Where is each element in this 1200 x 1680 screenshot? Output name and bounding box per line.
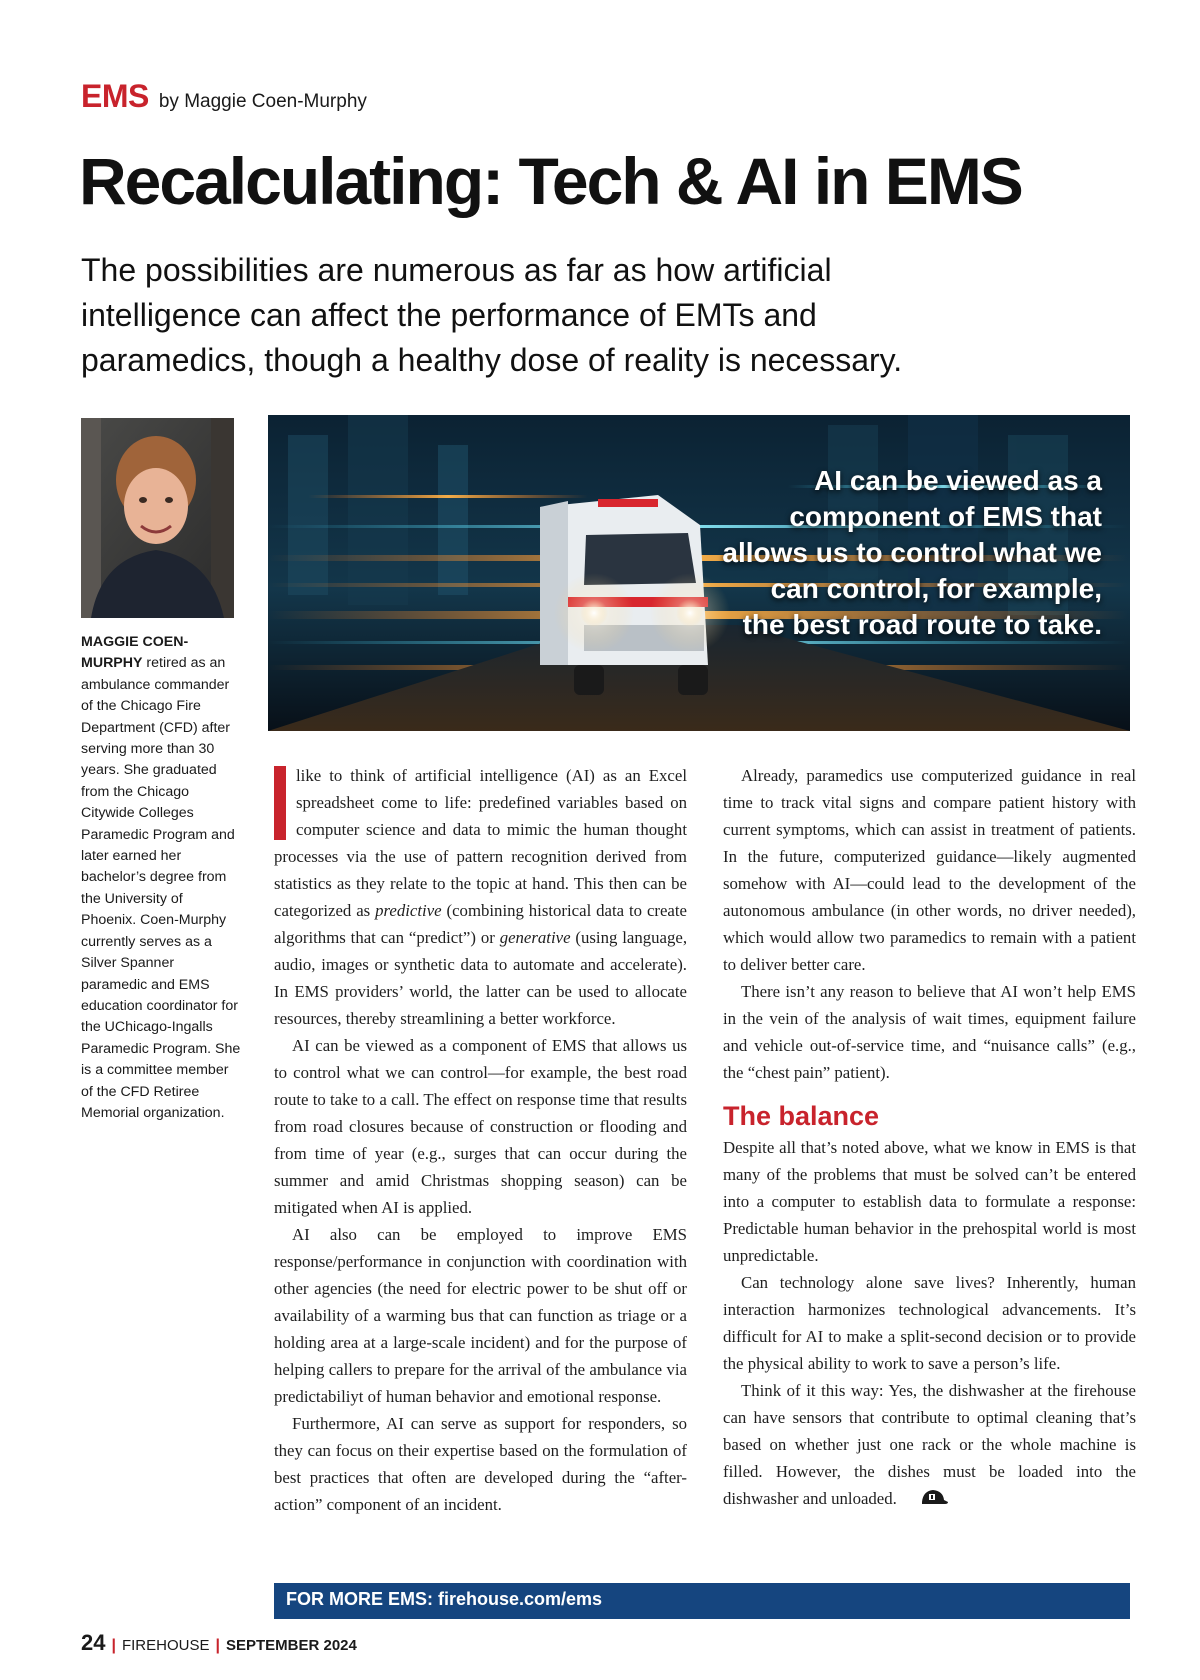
article-column-2 <box>723 762 1136 1514</box>
body-paragraph: AI can be viewed as a component of EMS that allows us to control what we can control—for example, the best road route to take to a call. The effect on response time that results from road closures because of construction or flooding and from time of year (e.g., surges that can occur during the summer and amid Christmas shopping season) can be mitigated when AI is applied. <box>274 1036 687 1217</box>
body-paragraph: Already, paramedics use computerized guidance in real time to track vital signs and compare patient history with current symptoms, which can assist in treatment of patients. In the future, computerized guidance—likely augmented somehow with AI—could lead to the development of the autonomous ambulance (in other words, no driver needed), which would allow two paramedics to remain with a patient to deliver better care. <box>723 766 1136 974</box>
hero-image <box>268 415 1130 731</box>
section-tag: EMS <box>81 78 149 114</box>
body-paragraph: like to think of artificial intelligence (AI) as an Excel spreadsheet come to life: predefined variables based on computer science and data to mimic the human thought processes via the use of pattern recognition derived from statistics as they relate to the topic at hand. This then can be categorized as predictive (combining historical data to create algorithms that can “predict”) or generative (using language, audio, images or synthetic data to automate and accelerate). In EMS providers’ world, the latter can be used to allocate resources, thereby streamlining a better workforce. <box>274 766 688 1028</box>
fire-helmet-icon <box>901 1487 949 1514</box>
author-photo <box>81 418 234 618</box>
author-bio-text: retired as an ambulance commander of the Chicago Fire Department (CFD) after serving more than 30 years. She graduated from the Chicago Citywide Colleges Paramedic Program and later earned her bachelor’s degree from the University of Phoenix. Coen-Murphy currently serves as a Silver Spanner paramedic and EMS education coordinator for the UChicago-Ingalls Paramedic Program. She is a committee member of the CFD Retiree Memorial organization. <box>81 655 241 1121</box>
more-ems-bar <box>274 1583 1130 1619</box>
page-footer <box>81 1630 357 1656</box>
body-paragraph: There isn’t any reason to believe that AI won’t help EMS in the vein of the analysis of wait times, equipment failure and vehicle out-of-service time, and “nuisance calls” (e.g., the “chest pain” patient). <box>723 982 1136 1082</box>
section-header <box>81 78 367 115</box>
author-name: MAGGIE COEN-MURPHY <box>81 634 189 672</box>
author-bio <box>81 632 241 1124</box>
publication-name: FIREHOUSE <box>121 1637 210 1654</box>
headline: Recalculating: Tech & AI in EMS <box>79 144 1022 218</box>
drop-cap <box>274 766 286 840</box>
body-paragraph: Can technology alone save lives? Inherently, human interaction harmonizes technological advancements. It’s difficult for AI to make a split-second decision or to provide the physical ability to work to save a person’s life. <box>723 1273 1136 1373</box>
subhead: The balance <box>723 1101 880 1131</box>
footer-separator: | <box>215 1637 220 1654</box>
footer-separator: | <box>111 1637 116 1654</box>
more-ems-link[interactable]: FOR MORE EMS: firehouse.com/ems <box>286 1589 603 1609</box>
body-paragraph: Think of it this way: Yes, the dishwasher at the firehouse can have sensors that contribute to optimal cleaning that’s based on whether just one rack or the whole machine is filled. However, the dishes must be loaded into the dishwasher and unloaded. <box>723 1377 1136 1514</box>
deck: The possibilities are numerous as far as how artificial intelligence can affect the performance of EMTs and paramedics, though a healthy dose of reality is necessary. <box>81 252 903 378</box>
page-number: 24 <box>81 1630 106 1655</box>
pull-quote: AI can be viewed as a component of EMS that allows us to control what we can control, for example, the best road route to take. <box>722 465 1102 640</box>
body-paragraph: Despite all that’s noted above, what we know in EMS is that many of the problems that must be solved can’t be entered into a computer to establish data to formulate a response: Predictable human behavior in the prehospital world is most unpredictable. <box>723 1138 1136 1265</box>
body-paragraph: Furthermore, AI can serve as support for responders, so they can focus on their expertise based on the formulation of best practices that often are developed during the “after-action” component of an incident. <box>274 1414 687 1514</box>
body-paragraph: AI also can be employed to improve EMS response/performance in conjunction with coordination with other agencies (the need for electric power to be shut off or availability of a warming bus that can function as triage or a holding area at a large-scale incident) and for the purpose of helping callers to prepare for the arrival of the ambulance via predictabiliyt of human behavior and emotional response. <box>274 1225 687 1406</box>
issue-date: SEPTEMBER 2024 <box>225 1637 357 1654</box>
byline: by Maggie Coen-Murphy <box>158 91 367 112</box>
article-column-1 <box>274 762 687 1518</box>
